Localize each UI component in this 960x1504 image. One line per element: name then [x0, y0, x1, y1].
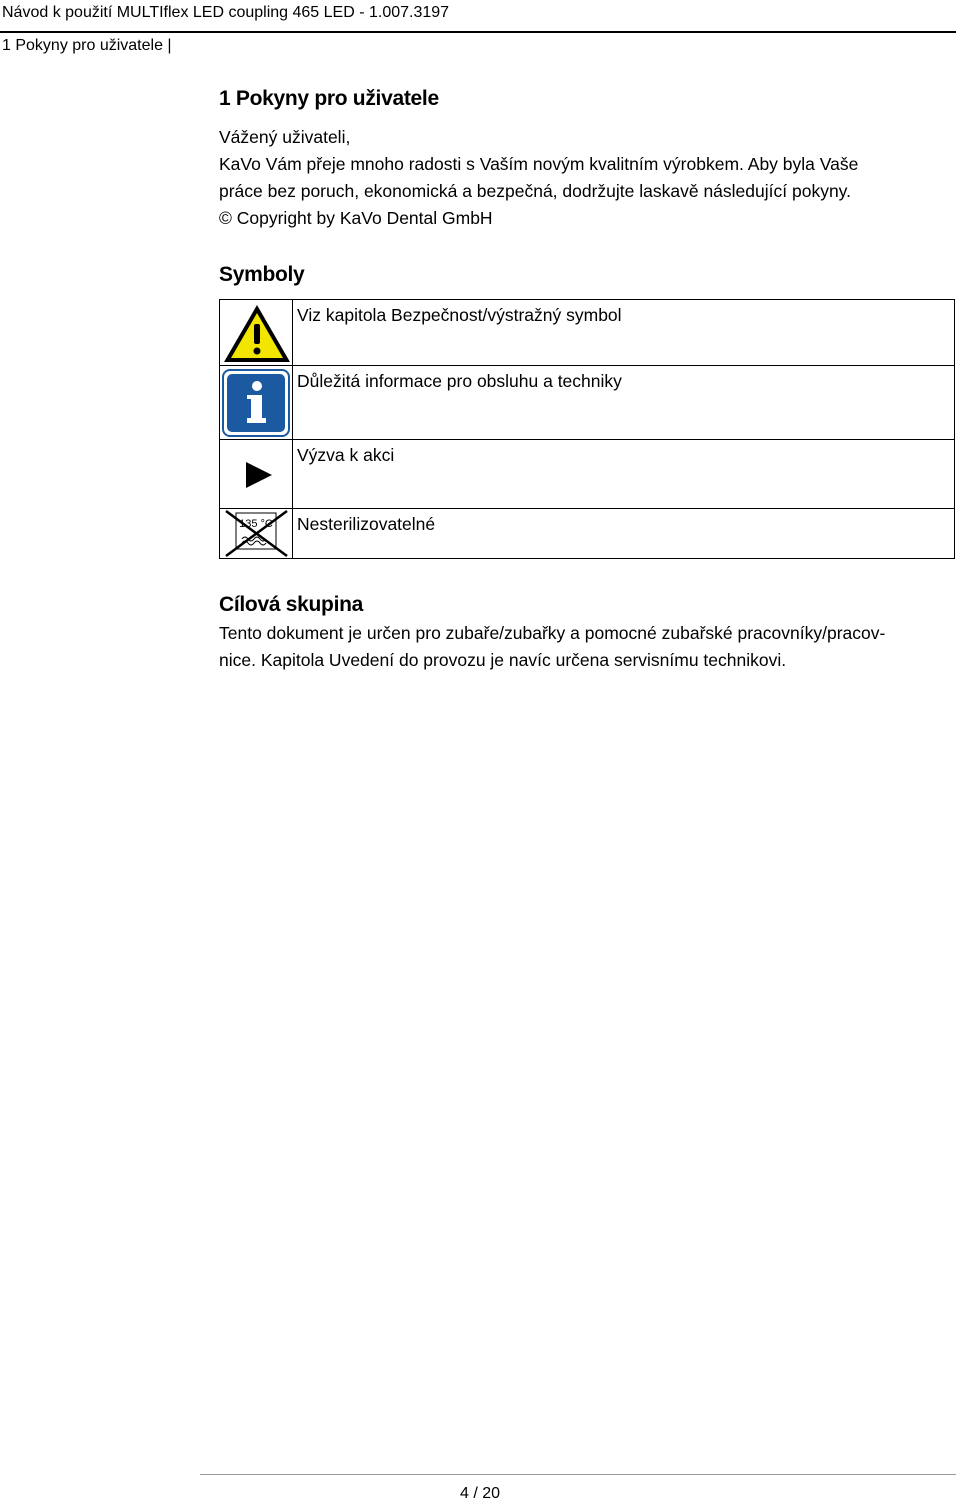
breadcrumb: 1 Pokyny pro uživatele |	[2, 37, 172, 54]
table-row	[220, 440, 955, 509]
page-number: 4 / 20	[459, 1485, 501, 1502]
warning-triangle-icon	[220, 300, 292, 366]
table-row	[220, 366, 955, 440]
header-divider	[0, 31, 956, 33]
table-row	[220, 300, 955, 366]
symbol-description: Viz kapitola Bezpečnost/výstražný symbol	[293, 300, 955, 366]
sterilization-temperature-label: 135 °C	[239, 518, 273, 530]
audience-line: Tento dokument je určen pro zubaře/zubařky a pomocné zubařské pracovníky/pracov-	[219, 623, 886, 643]
symbols-heading: Symboly	[219, 263, 305, 286]
footer-divider	[200, 1474, 956, 1475]
symbol-description: Důležitá informace pro obsluhu a techniky	[293, 366, 955, 440]
intro-line: KaVo Vám přeje mnoho radosti s Vaším novým kvalitním výrobkem. Aby byla Vaše	[219, 154, 859, 174]
document-title: Návod k použití MULTIflex LED coupling 465 LED - 1.007.3197	[2, 4, 450, 21]
audience-paragraph	[219, 620, 955, 674]
symbol-icon-cell	[220, 300, 293, 366]
intro-paragraph	[219, 124, 954, 232]
play-arrow-icon	[220, 440, 292, 509]
symbol-description: Nesterilizovatelné	[293, 509, 955, 559]
symbol-icon-cell	[220, 366, 293, 440]
non-sterilizable-icon	[220, 509, 292, 559]
symbols-table	[219, 299, 955, 559]
symbol-description: Výzva k akci	[293, 440, 955, 509]
info-icon	[220, 366, 292, 440]
page-title: 1 Pokyny pro uživatele	[219, 87, 439, 110]
intro-line: práce bez poruch, ekonomická a bezpečná, dodržujte laskavě následující pokyny.	[219, 181, 851, 201]
audience-heading: Cílová skupina	[219, 593, 364, 616]
copyright-line: © Copyright by KaVo Dental GmbH	[219, 208, 493, 228]
intro-line: Vážený uživateli,	[219, 127, 351, 147]
audience-line: nice. Kapitola Uvedení do provozu je navíc určena servisnímu technikovi.	[219, 650, 787, 670]
table-row	[220, 509, 955, 559]
symbol-icon-cell	[220, 440, 293, 509]
symbol-icon-cell	[220, 509, 293, 559]
